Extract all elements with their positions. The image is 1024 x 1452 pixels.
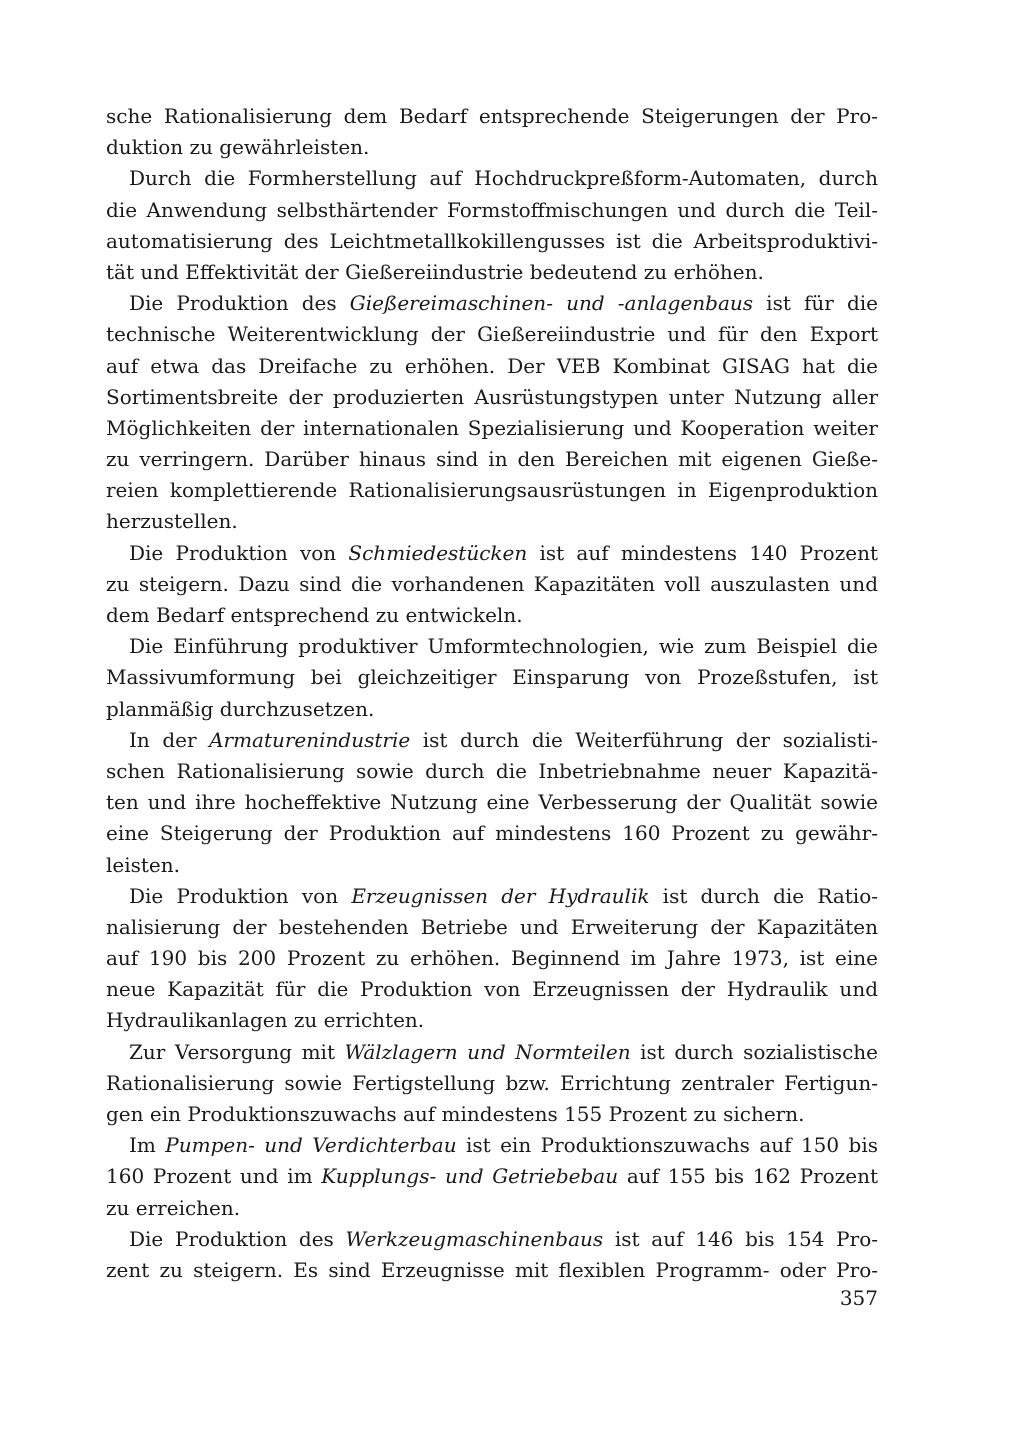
text-line bbox=[106, 288, 878, 319]
text-line: Massivumformung bei gleichzeitiger Einsparung von Prozeßstufen, ist bbox=[106, 665, 878, 690]
text-line: eine Steigerung der Produktion auf mindestens 160 Prozent zu gewähr- bbox=[106, 821, 878, 846]
text-segment: Die Produktion von bbox=[129, 540, 349, 565]
text-line: Hydraulikanlagen zu errichten. bbox=[106, 1008, 425, 1033]
text-segment: 160 Prozent und im bbox=[106, 1164, 322, 1189]
paragraph bbox=[106, 1130, 878, 1224]
paragraph bbox=[106, 288, 878, 538]
text-segment: ist auf 146 bis 154 Pro- bbox=[603, 1226, 878, 1251]
paragraph bbox=[106, 101, 878, 163]
text-line bbox=[106, 1161, 878, 1192]
text-segment: ist durch sozialistische bbox=[630, 1039, 878, 1064]
text-line: zent zu steigern. Es sind Erzeugnisse mit flexiblen Programm- oder Pro- bbox=[106, 1257, 878, 1282]
text-line: schen Rationalisierung sowie durch die Inbetriebnahme neuer Kapazitä- bbox=[106, 758, 878, 783]
text-line bbox=[106, 1037, 878, 1068]
text-line: technische Weiterentwicklung der Gießereiindustrie und für den Export bbox=[106, 322, 878, 347]
text-line: duktion zu gewährleisten. bbox=[106, 135, 370, 160]
page-number: 357 bbox=[839, 1286, 878, 1310]
text-segment: Im bbox=[129, 1133, 166, 1158]
text-line: nalisierung der bestehenden Betriebe und Erweiterung der Kapazitäten bbox=[106, 914, 878, 939]
text-segment: ist durch die Weiterführung der sozialisti- bbox=[410, 727, 878, 752]
text-line: reien komplettierende Rationalisierungsausrüstungen in Eigenproduktion bbox=[106, 478, 878, 503]
text-line: zu verringern. Darüber hinaus sind in den Bereichen mit eigenen Gieße- bbox=[106, 447, 878, 472]
text-line: gen ein Produktionszuwachs auf mindestens 155 Prozent zu sichern. bbox=[106, 1102, 805, 1126]
emphasized-term: Pumpen- und Verdichterbau bbox=[165, 1133, 457, 1158]
text-line: auf etwa das Dreifache zu erhöhen. Der VEB Kombinat GISAG hat die bbox=[106, 353, 878, 378]
text-line bbox=[106, 881, 878, 912]
text-segment: In der bbox=[129, 727, 210, 752]
emphasized-term: Gießereimaschinen- und -anlagenbaus bbox=[349, 291, 754, 316]
text-segment: ist durch die Ratio- bbox=[649, 883, 878, 908]
text-line: auf 190 bis 200 Prozent zu erhöhen. Beginnend im Jahre 1973, ist eine bbox=[106, 946, 878, 971]
paragraph bbox=[106, 631, 878, 725]
page-body bbox=[106, 101, 878, 1361]
text-line: ten und ihre hocheffektive Nutzung eine Verbesserung der Qualität sowie bbox=[106, 790, 878, 815]
text-segment: ist ein Produktionszuwachs auf 150 bis bbox=[456, 1133, 878, 1158]
text-line bbox=[106, 1224, 878, 1255]
text-line: Durch die Formherstellung auf Hochdruckpreßform-Automaten, durch bbox=[129, 166, 878, 191]
text-line bbox=[106, 538, 878, 569]
text-line: sche Rationalisierung dem Bedarf entsprechende Steigerungen der Pro- bbox=[106, 104, 878, 128]
text-line: Sortimentsbreite der produzierten Ausrüstungstypen unter Nutzung aller bbox=[106, 384, 878, 409]
text-line: neue Kapazität für die Produktion von Erzeugnissen der Hydraulik und bbox=[106, 977, 878, 1002]
text-line: leisten. bbox=[106, 852, 181, 877]
paragraph bbox=[106, 538, 878, 632]
text-line: Rationalisierung sowie Fertigstellung bzw. Errichtung zentraler Fertigun- bbox=[106, 1070, 878, 1095]
text-line: dem Bedarf entsprechend zu entwickeln. bbox=[106, 603, 523, 627]
text-line: zu steigern. Dazu sind die vorhandenen Kapazitäten voll auszulasten und bbox=[106, 571, 878, 596]
paragraph bbox=[106, 725, 878, 881]
emphasized-term: Schmiedestücken bbox=[348, 540, 528, 565]
text-segment: ist auf mindestens 140 Prozent bbox=[527, 540, 878, 565]
text-segment: ist für die bbox=[753, 291, 878, 316]
emphasized-term: Wälzlagern und Normteilen bbox=[344, 1039, 631, 1064]
text-segment: Die Produktion des bbox=[129, 1226, 346, 1251]
text-line: automatisierung des Leichtmetallkokillengusses ist die Arbeitsproduktivi- bbox=[106, 228, 878, 253]
text-line: herzustellen. bbox=[106, 509, 238, 534]
text-segment: Die Produktion von bbox=[129, 883, 352, 908]
text-segment: Zur Versorgung mit bbox=[129, 1039, 345, 1064]
paragraph bbox=[106, 881, 878, 1037]
text-line: tät und Effektivität der Gießereiindustrie bedeutend zu erhöhen. bbox=[106, 259, 764, 284]
text-line: Die Einführung produktiver Umformtechnologien, wie zum Beispiel die bbox=[129, 634, 878, 659]
emphasized-term: Kupplungs- und Getriebebau bbox=[321, 1164, 619, 1189]
paragraph bbox=[106, 1224, 878, 1286]
text-line: zu erreichen. bbox=[106, 1195, 241, 1220]
text-line bbox=[106, 725, 878, 756]
text-line: planmäßig durchzusetzen. bbox=[106, 696, 375, 721]
emphasized-term: Erzeugnissen der Hydraulik bbox=[351, 883, 650, 908]
text-line: die Anwendung selbsthärtender Formstoffmischungen und durch die Teil- bbox=[106, 197, 878, 222]
emphasized-term: Armaturenindustrie bbox=[209, 727, 411, 752]
emphasized-term: Werkzeugmaschinenbaus bbox=[345, 1226, 604, 1251]
text-line bbox=[106, 1130, 878, 1161]
text-segment: auf 155 bis 162 Prozent bbox=[618, 1164, 878, 1189]
paragraph bbox=[106, 163, 878, 288]
paragraph bbox=[106, 1037, 878, 1131]
text-line: Möglichkeiten der internationalen Spezialisierung und Kooperation weiter bbox=[106, 415, 878, 440]
text-segment: Die Produktion des bbox=[129, 291, 350, 316]
